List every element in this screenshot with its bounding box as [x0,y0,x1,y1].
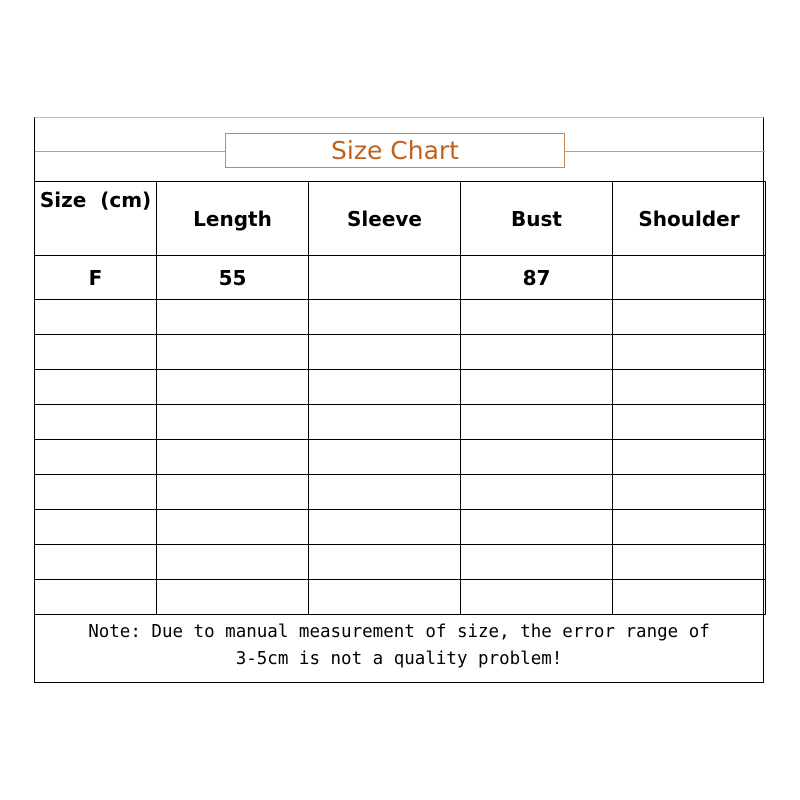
table-cell [157,405,309,440]
table-cell [461,475,613,510]
table-cell [35,300,157,335]
header-bust: Bust [461,182,613,256]
table-cell [157,370,309,405]
table-cell [613,335,766,370]
table-cell [613,510,766,545]
table-row [35,510,766,545]
table-cell [35,545,157,580]
table-cell [157,440,309,475]
table-cell [309,335,461,370]
table-cell: F [35,256,157,300]
table-cell [461,440,613,475]
table-row [35,475,766,510]
note-line-1: Note: Due to manual measurement of size, the error range of [88,621,710,642]
table-row [35,300,766,335]
header-length: Length [157,182,309,256]
table-cell [461,405,613,440]
table-cell [461,335,613,370]
table-cell [35,475,157,510]
size-table [34,181,766,615]
table-cell [613,370,766,405]
table-row [35,370,766,405]
table-cell [157,545,309,580]
note-line-2: 3-5cm is not a quality problem! [235,648,563,669]
table-row [35,335,766,370]
header-shoulder: Shoulder [613,182,766,256]
table-cell [309,370,461,405]
table-cell [157,335,309,370]
table-cell [461,370,613,405]
table-cell [613,440,766,475]
header-sleeve: Sleeve [309,182,461,256]
table-cell [309,405,461,440]
table-cell: 55 [157,256,309,300]
table-header-row [35,182,766,256]
size-chart-title: Size Chart [225,133,565,168]
table-cell [309,440,461,475]
table-cell [309,256,461,300]
table-cell [613,405,766,440]
table-cell: 87 [461,256,613,300]
table-cell [309,300,461,335]
measurement-note [35,609,763,682]
table-cell [461,545,613,580]
title-rule-right [565,151,765,152]
header-size: Size (cm) [35,182,157,256]
table-cell [309,510,461,545]
table-cell [309,545,461,580]
table-cell [157,475,309,510]
table-row [35,256,766,300]
table-cell [35,440,157,475]
table-cell [35,510,157,545]
size-chart-sheet [34,117,764,683]
table-cell [613,300,766,335]
table-row [35,440,766,475]
table-row [35,405,766,440]
table-cell [613,256,766,300]
table-cell [157,300,309,335]
table-cell [35,405,157,440]
table-cell [309,475,461,510]
table-cell [613,475,766,510]
title-rule-left [35,151,225,152]
table-cell [157,510,309,545]
table-cell [461,300,613,335]
table-row [35,545,766,580]
table-cell [461,510,613,545]
table-cell [35,370,157,405]
table-cell [613,545,766,580]
table-cell [35,335,157,370]
